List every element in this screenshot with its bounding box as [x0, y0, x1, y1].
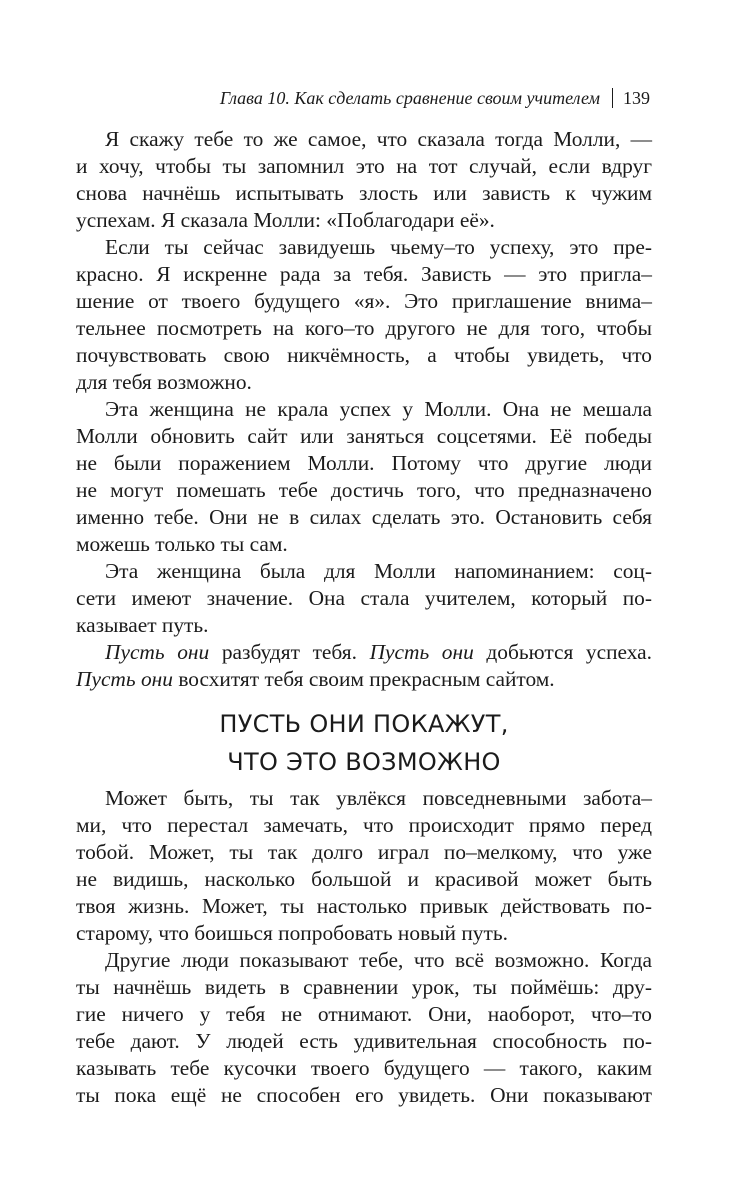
text-line: Эта женщина была для Молли напоминанием: соц-: [105, 559, 652, 583]
text-line: казывать тебе кусочки твоего будущего — такого, каким: [76, 1056, 652, 1080]
emphasis: Пусть они: [369, 640, 474, 664]
text-line: и хочу, чтобы ты запомнил это на тот случай, если вдруг: [76, 154, 652, 178]
text-line: не были поражением Молли. Потому что другие люди: [76, 451, 652, 475]
text-line: тебе дают. У людей есть удивительная способность по-: [76, 1029, 652, 1053]
text-line: ты пока ещё не способен его увидеть. Они показывают: [76, 1083, 652, 1107]
text-line: почувствовать свою никчёмность, а чтобы увидеть, что: [76, 343, 652, 367]
text-line-mixed: [76, 666, 652, 693]
text-line: Другие люди показывают тебе, что всё возможно. Когда: [105, 948, 652, 972]
text-line: красно. Я искренне рада за тебя. Зависть — это пригла–: [76, 262, 652, 286]
text-line: ты начнёшь видеть в сравнении урок, ты поймёшь: дру-: [76, 975, 652, 999]
section-heading: [76, 705, 652, 781]
text-line: тобой. Может, ты так долго играл по–мелкому, что уже: [76, 840, 652, 864]
body-text-block-2: [76, 785, 652, 1109]
text-line: Молли обновить сайт или заняться соцсетями. Её победы: [76, 424, 652, 448]
text-line: не видишь, насколько большой и красивой может быть: [76, 867, 652, 891]
text-line: для тебя возможно.: [76, 370, 252, 394]
text-line: ми, что перестал замечать, что происходит прямо перед: [76, 813, 652, 837]
text-line: казывает путь.: [76, 613, 209, 637]
page-number: 139: [623, 88, 650, 108]
chapter-title: Глава 10. Как сделать сравнение своим учителем: [219, 88, 600, 108]
text-span: добьются успеха.: [473, 640, 652, 664]
section-heading-line: ПУСТЬ ОНИ ПОКАЖУТ,: [219, 710, 509, 738]
emphasis: Пусть они: [76, 667, 173, 691]
text-line: шение от твоего будущего «я». Это приглашение внима–: [76, 289, 652, 313]
text-line: Эта женщина не крала успех у Молли. Она не мешала: [105, 397, 652, 421]
text-line: сети имеют значение. Она стала учителем, который по-: [76, 586, 652, 610]
section-heading-line: ЧТО ЭТО ВОЗМОЖНО: [227, 748, 501, 776]
text-line: гие ничего у тебя не отнимают. Они, наоборот, что–то: [76, 1002, 652, 1026]
text-line: Может быть, ты так увлёкся повседневными забота–: [105, 786, 652, 810]
text-line-mixed: [76, 639, 652, 666]
body-text-block-1: [76, 126, 652, 693]
text-line: твоя жизнь. Может, ты настолько привык действовать по-: [76, 894, 652, 918]
text-line: можешь только ты сам.: [76, 532, 288, 556]
text-line: снова начнёшь испытывать злость или зависть к чужим: [76, 181, 652, 205]
running-head: [220, 86, 650, 110]
text-span: восхитят тебя своим прекрасным сайтом.: [172, 667, 555, 691]
text-line: тельнее посмотреть на кого–то другого не для того, чтобы: [76, 316, 652, 340]
emphasis: Пусть они: [105, 640, 210, 664]
text-span: разбудят тебя.: [209, 640, 370, 664]
text-line: Я скажу тебе то же самое, что сказала тогда Молли, —: [105, 127, 652, 151]
header-separator: [612, 88, 613, 108]
text-line: Если ты сейчас завидуешь чьему–то успеху, это пре-: [105, 235, 652, 259]
text-line: не могут помешать тебе достичь того, что предназначено: [76, 478, 652, 502]
text-line: старому, что боишься попробовать новый путь.: [76, 921, 508, 945]
text-line: успехам. Я сказала Молли: «Поблагодари её».: [76, 208, 495, 232]
text-line: именно тебе. Они не в силах сделать это. Остановить себя: [76, 505, 652, 529]
